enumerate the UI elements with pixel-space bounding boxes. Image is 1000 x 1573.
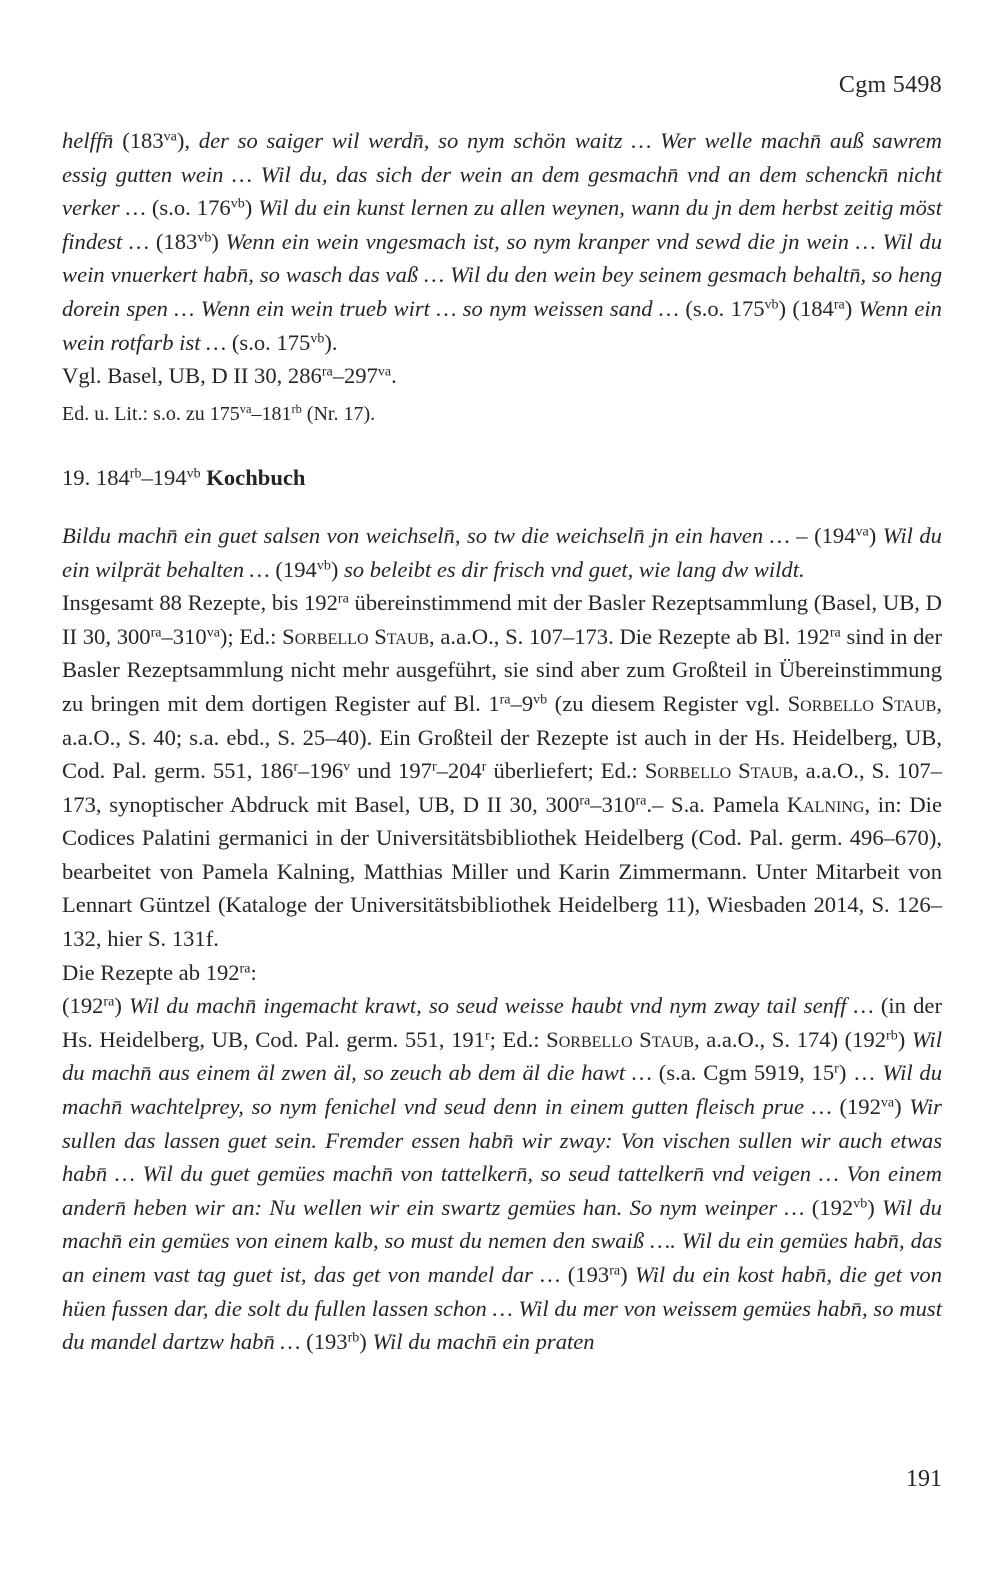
body-text [62, 124, 942, 1359]
edition-literature-note: Ed. u. Lit.: s.o. zu $175^{va}-181^{rb}$ (Nr. 17). [62, 401, 376, 425]
wine-recipes-incipits: helffn̄ $(183^{va})$, der so saiger wil werdn̄, so nym schön waitz … Wer welle machn̄ auß sawrem essig gutten wein … Wil du, das sich der wein an dem gesmachn̄ vnd an dem schenckn̄ nicht verker … (s.o. $176^{vb}$) Wil du ein kunst lernen zu allen weynen, wann du jn dem herbst zeitig möst findest … $(183^{vb})$ Wenn ein wein vngesmach ist, so nym kranper vnd sewd die jn wein … Wil du wein vnuerkert habn̄, so wasch das vaß … Wil du den wein bey seinem gesmach behaltn̄, so heng dorein spen … Wenn ein wein trueb wirt … so nym weissen sand … (s.o. $175^{vb}$) $(184^{ra})$ Wenn ein wein rotfarb ist … (s.o. $175^{vb}$). [62, 128, 943, 355]
recipes-list: $(192^{ra})$ Wil du machn̄ ingemacht krawt, so seud weisse haubt vnd nym zway tail senff … (in der Hs. Heidelberg, UB, Cod. Pal. germ. 551, 191$^r$; Ed.: Sorbello Staub, a.a.O., S. 174) $(192^{rb})$ Wil du machn̄ aus einem äl zwen äl, so zeuch ab dem äl die hawt … (s.a. Cgm 5919, 15$^r$) … Wil du machn̄ wachtelprey, so nym fenichel vnd seud denn in einem gutten fleisch prue … $(192^{va})$ Wir sullen das lassen guet sein. Fremder essen habn̄ wir zway: Von vischen sullen wir auch etwas habn̄ … Wil du guet gemües machn̄ von tattelkern̄, so seud tattelkern̄ vnd veigen … Von einem andern̄ heben wir an: Nu wellen wir ein swartz gemües han. So nym weinper … $(192^{vb})$ Wil du machn̄ ein gemües von einem kalb, so must du nemen den swaiß …. Wil du ein gemües habn̄, das an einem vast tag guet ist, das get von mandel dar … $(193^{ra})$ Wil du ein kost habn̄, die get von hüen fussen dar, die solt du fullen lassen schon … Wil du mer von weissem gemües habn̄, so must du mandel dartzw habn̄ … $(193^{rb})$ Wil du machn̄ ein praten [62, 993, 943, 1355]
page-number: 191 [906, 1466, 942, 1492]
running-header: Cgm 5498 [838, 72, 942, 98]
entry-heading: 19. $184^{rb}-194^{vb}$ Kochbuch [62, 465, 306, 491]
cookbook-incipit: Bildu machn̄ ein guet salsen von weichseln̄, so tw die weichseln̄ jn ein haven … – $(194^{va})$ Wil du ein wilprät behalten … $(194^{vb})$ so beleibt es dir frisch vnd guet, wie lang dw wildt. [62, 522, 942, 582]
cookbook-description: Insgesamt 88 Rezepte, bis $192^{ra}$ übereinstimmend mit der Basler Rezeptsammlung (Basel, UB, D II 30, $300^{ra}-310^{va}$); Ed.: Sorbello Staub, a.a.O., S. 107–173. Die Rezepte ab Bl. $192^{ra}$ sind in der Basler Rezeptsammlung nicht mehr ausgeführt, sie sind aber zum Großteil in Übereinstimmung zu bringen mit dem dortigen Register auf Bl. $1^{ra}-9^{vb}$ (zu diesem Register vgl. Sorbello Staub, a.a.O., S. 40; s.a. ebd., S. 25–40). Ein Großteil der Rezepte ist auch in der Hs. Heidelberg, UB, Cod. Pal. germ. 551, 186$^r$–196$^v$ und 197$^r$–204$^r$ überliefert; Ed.: Sorbello Staub, a.a.O., S. 107–173, synoptischer Abdruck mit Basel, UB, D II 30, $300^{ra}-310^{ra}.-$ S.a. Pamela Kalning, in: Die Codices Palatini germanici in der Universitätsbibliothek Heidelberg (Cod. Pal. germ. 496–670), bearbeitet von Pamela Kalning, Matthias Miller und Karin Zimmermann. Unter Mitarbeit von Lennart Güntzel (Kataloge der Universitätsbibliothek Heidelberg 11), Wiesbaden 2014, S. 126–132, hier S. 131f. [62, 590, 942, 952]
recipes-list-intro: Die Rezepte ab $192^{ra}$: [62, 959, 257, 985]
comparison-note: Vgl. Basel, UB, D II 30, $286^{ra}-297^{va}$. [62, 363, 397, 389]
